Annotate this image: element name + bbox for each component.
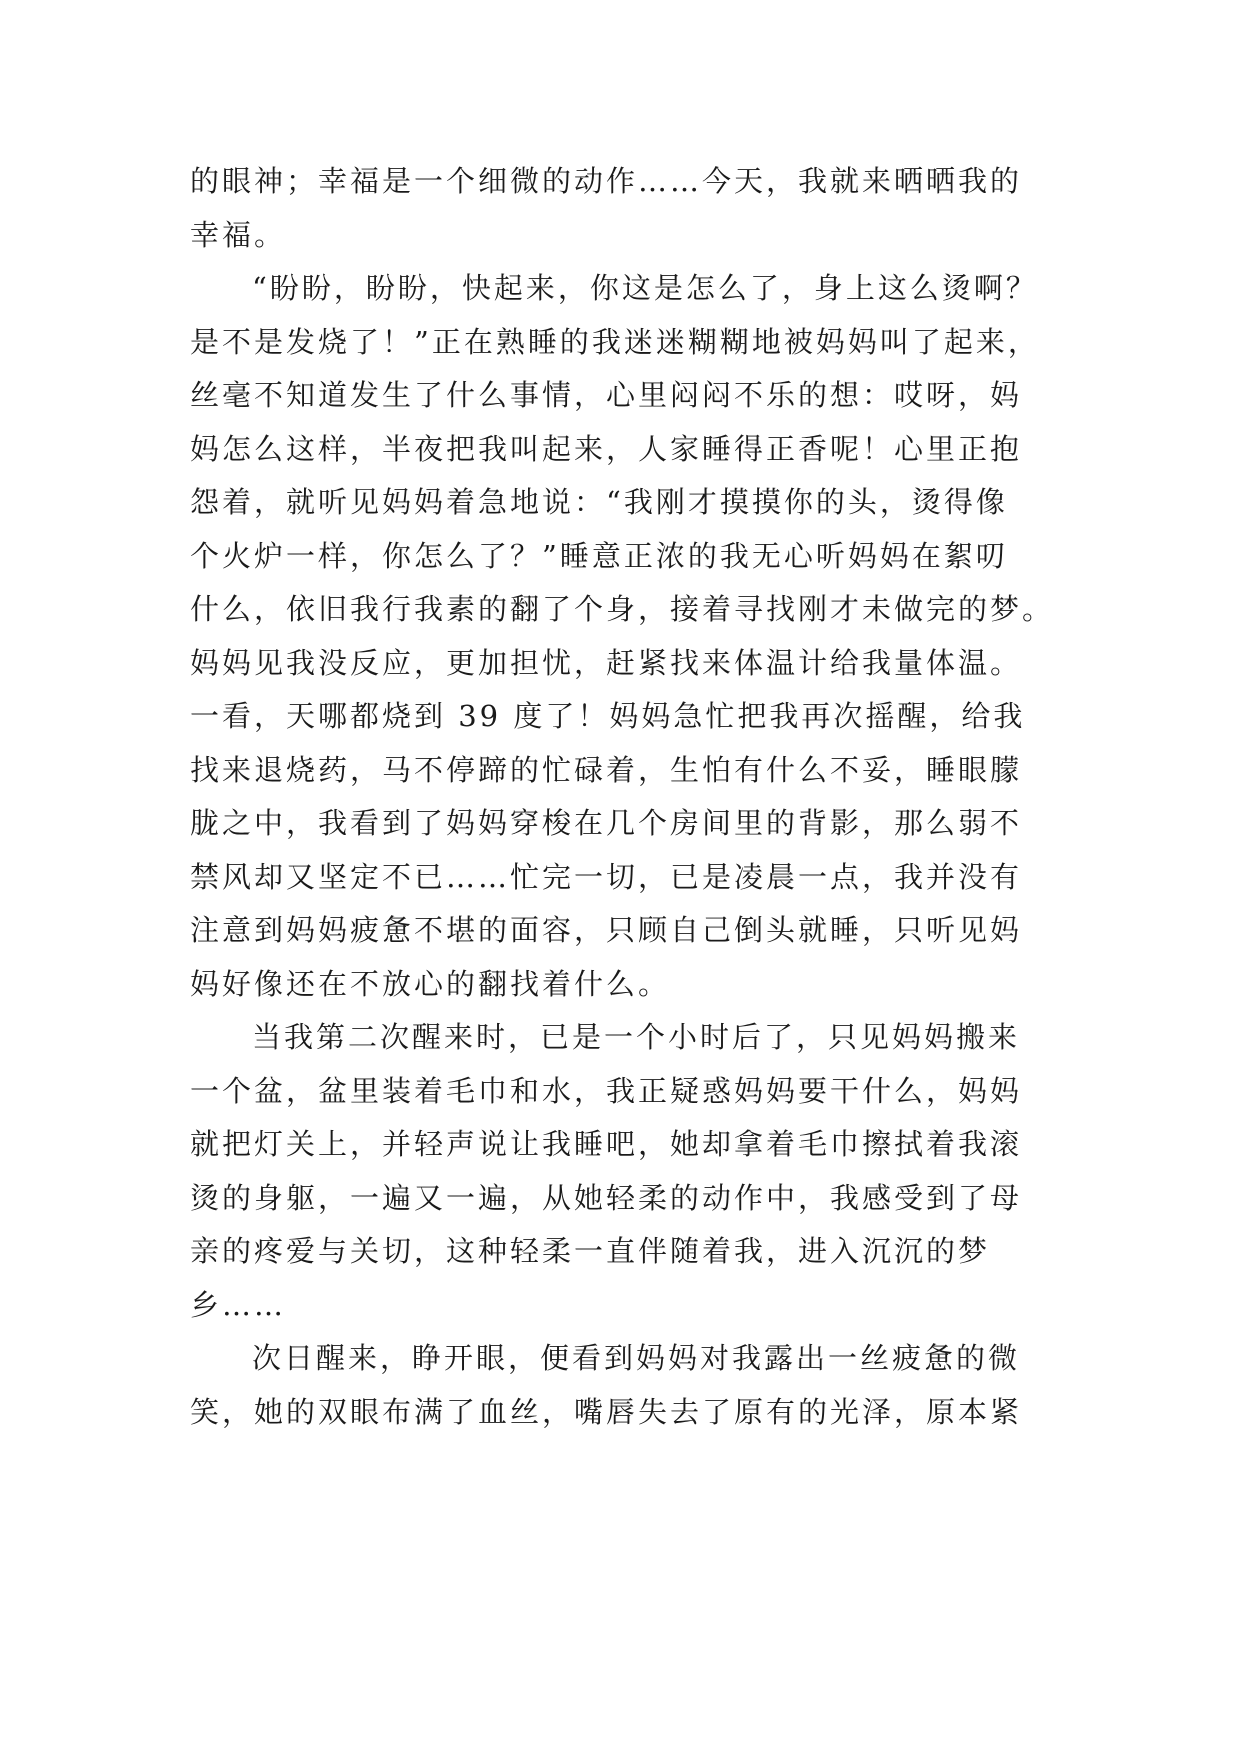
text-line: 就把灯关上，并轻声说让我睡吧，她却拿着毛巾擦拭着我滚 <box>190 1127 1023 1161</box>
text-line: 是不是发烧了！”正在熟睡的我迷迷糊糊地被妈妈叫了起来， <box>190 324 1040 359</box>
text-line: 的眼神；幸福是一个细微的动作……今天，我就来晒晒我的 <box>190 164 1023 198</box>
paragraph-start-line: 当我第二次醒来时，已是一个小时后了，只见妈妈搬来 <box>252 1020 1021 1054</box>
text-line: 怨着，就听见妈妈着急地说：“我刚才摸摸你的头，烫得像 <box>190 485 1008 519</box>
text-line: 一个盆，盆里装着毛巾和水，我正疑惑妈妈要干什么，妈妈 <box>190 1073 1023 1108</box>
text-line: 妈好像还在不放心的翻找着什么。 <box>190 966 671 1001</box>
text-line: 个火炉一样，你怎么了？”睡意正浓的我无心听妈妈在絮叨 <box>190 538 1008 573</box>
text-line: 亲的疼爱与关切，这种轻柔一直伴随着我，进入沉沉的梦 <box>190 1234 991 1268</box>
text-line: 烫的身躯，一遍又一遍，从她轻柔的动作中，我感受到了母 <box>190 1180 1023 1215</box>
text-line: 一看，天哪都烧到 39 度了！妈妈急忙把我再次摇醒，给我 <box>190 699 1026 733</box>
text-line: 乡…… <box>190 1287 287 1322</box>
text-line: 丝毫不知道发生了什么事情，心里闷闷不乐的想：哎呀，妈 <box>190 378 1023 412</box>
paragraph-start-line: “盼盼，盼盼，快起来，你这是怎么了，身上这么烫啊？ <box>252 271 1038 305</box>
document-body <box>190 155 1070 1439</box>
text-line: 胧之中，我看到了妈妈穿梭在几个房间里的背影，那么弱不 <box>190 806 1023 840</box>
text-line: 禁风却又坚定不已……忙完一切，已是凌晨一点，我并没有 <box>190 859 1023 894</box>
paragraph-start-line: 次日醒来，睁开眼，便看到妈妈对我露出一丝疲惫的微 <box>252 1341 1021 1375</box>
text-line: 什么，依旧我行我素的翻了个身，接着寻找刚才未做完的梦。 <box>190 592 1055 626</box>
text-line: 幸福。 <box>190 217 287 252</box>
text-line: 笑，她的双眼布满了血丝，嘴唇失去了原有的光泽，原本紧 <box>190 1394 1023 1429</box>
text-line: 妈怎么这样，半夜把我叫起来，人家睡得正香呢！心里正抱 <box>190 431 1023 466</box>
text-line: 妈妈见我没反应，更加担忧，赶紧找来体温计给我量体温。 <box>190 645 1023 680</box>
text-line: 注意到妈妈疲惫不堪的面容，只顾自己倒头就睡，只听见妈 <box>190 913 1023 947</box>
text-line: 找来退烧药，马不停蹄的忙碌着，生怕有什么不妥，睡眼朦 <box>190 752 1023 787</box>
